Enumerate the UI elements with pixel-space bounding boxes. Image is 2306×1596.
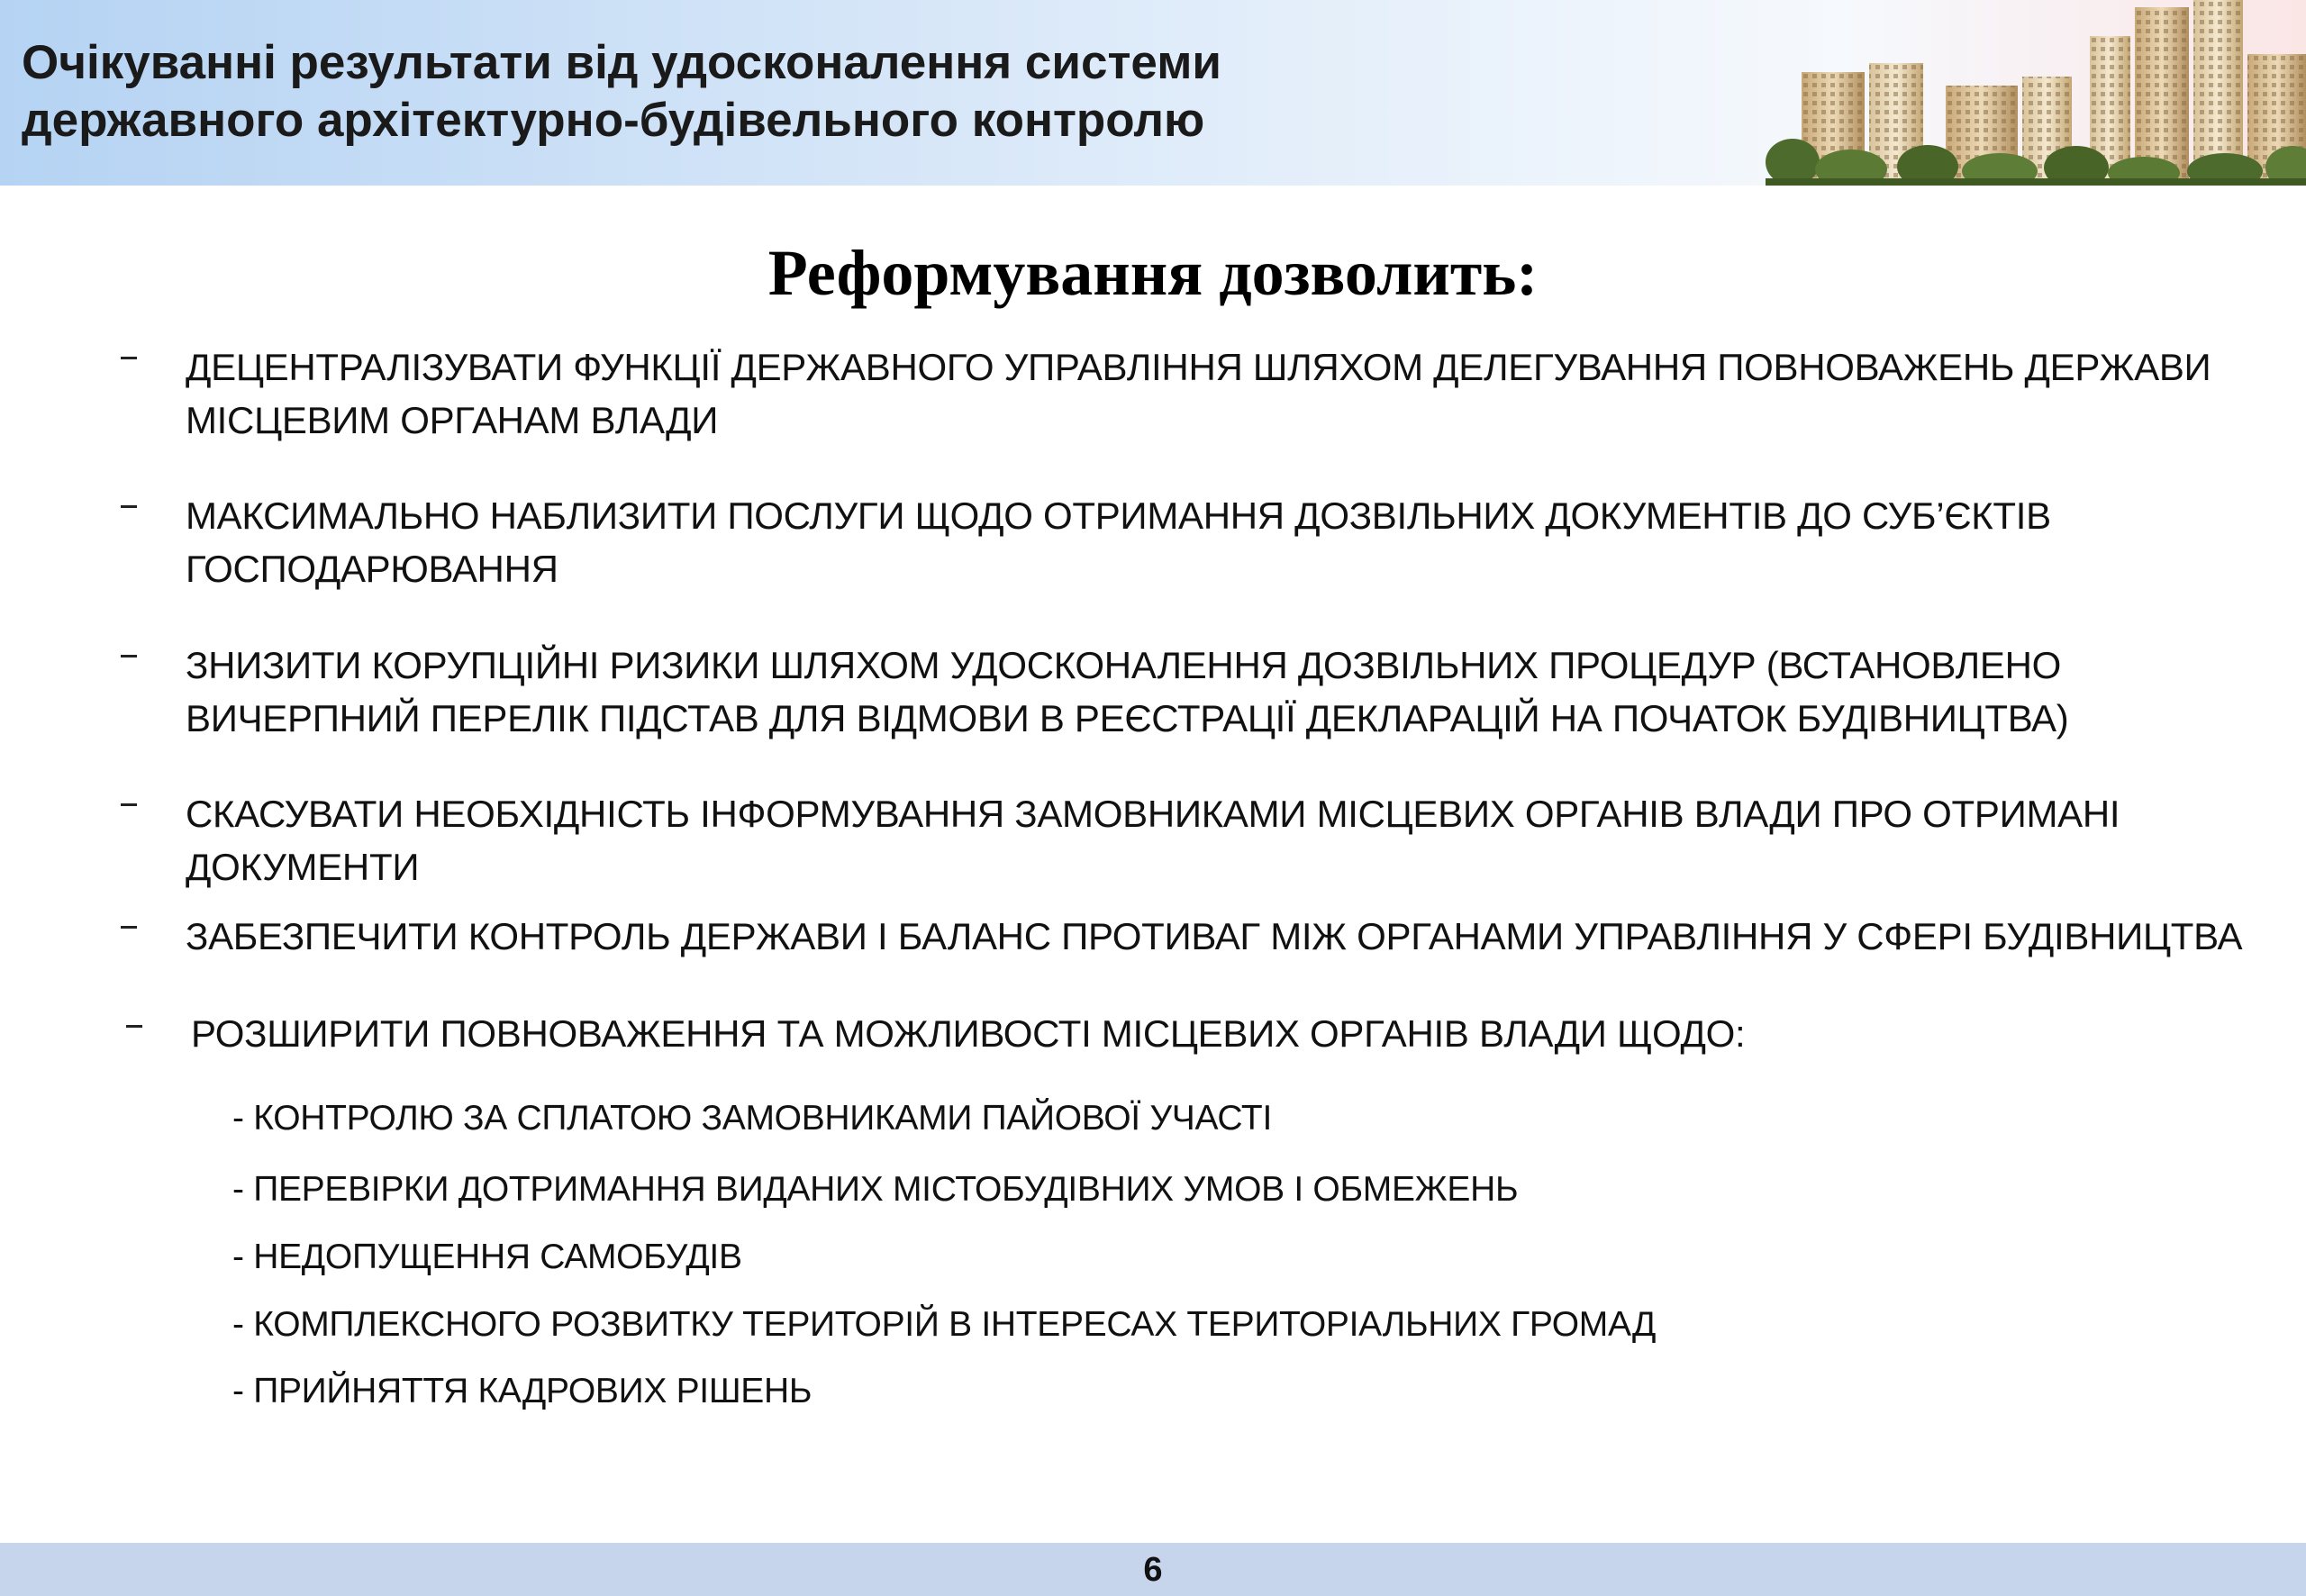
bullet-dash — [126, 1025, 142, 1028]
section-heading: Реформування дозволить: — [767, 237, 1539, 309]
bullet-dash — [121, 655, 137, 657]
list-item-line: ВИЧЕРПНИЙ ПЕРЕЛІК ПІДСТАВ ДЛЯ ВІДМОВИ В РЕЄСТРАЦІЇ ДЕКЛАРАЦІЙ НА ПОЧАТОК БУДІВНИЦТВА) — [186, 697, 2069, 739]
bullet-dash — [121, 926, 137, 929]
list-item-line: ГОСПОДАРЮВАННЯ — [186, 548, 558, 590]
list-item-line: МАКСИМАЛЬНО НАБЛИЗИТИ ПОСЛУГИ ЩОДО ОТРИМАННЯ ДОЗВІЛЬНИХ ДОКУМЕНТІВ ДО СУБ’ЄКТІВ — [186, 494, 2051, 537]
slide-title — [22, 34, 1733, 150]
list-item — [186, 340, 2257, 447]
sub-list-item: - НЕДОПУЩЕННЯ САМОБУДІВ — [232, 1238, 742, 1276]
list-item-line: ДЕЦЕНТРАЛІЗУВАТИ ФУНКЦІЇ ДЕРЖАВНОГО УПРАВЛІННЯ ШЛЯХОМ ДЕЛЕГУВАННЯ ПОВНОВАЖЕНЬ ДЕРЖАВИ — [186, 346, 2211, 388]
bullet-dash — [121, 357, 137, 359]
list-item-line: РОЗШИРИТИ ПОВНОВАЖЕННЯ ТА МОЖЛИВОСТІ МІСЦЕВИХ ОРГАНІВ ВЛАДИ ЩОДО: — [191, 1012, 1746, 1055]
slide-title-line-2: державного архітектурно-будівельного контролю — [22, 94, 1205, 147]
list-item — [191, 1007, 2263, 1060]
bullet-dash — [121, 803, 137, 806]
list-item-line: ЗАБЕЗПЕЧИТИ КОНТРОЛЬ ДЕРЖАВИ І БАЛАНС ПРОТИВАГ МІЖ ОРГАНАМИ УПРАВЛІННЯ У СФЕРІ БУДІВНИЦТВА — [186, 915, 2243, 957]
page-number: 6 — [1143, 1551, 1163, 1589]
list-item — [186, 489, 2257, 595]
slide-title-line-1: Очікуванні результати від удосконалення системи — [22, 36, 1221, 89]
sub-list-item: - КОНТРОЛЮ ЗА СПЛАТОЮ ЗАМОВНИКАМИ ПАЙОВОЇ УЧАСТІ — [232, 1099, 1272, 1138]
list-item — [186, 910, 2257, 963]
list-item — [186, 639, 2257, 745]
bullet-dash — [121, 505, 137, 508]
header-band — [0, 0, 2306, 186]
list-item-line: ДОКУМЕНТИ — [186, 846, 420, 888]
city-buildings-icon — [1766, 0, 2306, 186]
list-item — [186, 787, 2257, 893]
sub-list-item: - ПРИЙНЯТТЯ КАДРОВИХ РІШЕНЬ — [232, 1372, 813, 1410]
sub-list-item: - ПЕРЕВІРКИ ДОТРИМАННЯ ВИДАНИХ МІСТОБУДІВНИХ УМОВ І ОБМЕЖЕНЬ — [232, 1170, 1519, 1209]
list-item-line: МІСЦЕВИМ ОРГАНАМ ВЛАДИ — [186, 399, 719, 441]
list-item-line: СКАСУВАТИ НЕОБХІДНІСТЬ ІНФОРМУВАННЯ ЗАМОВНИКАМИ МІСЦЕВИХ ОРГАНІВ ВЛАДИ ПРО ОТРИМАНІ — [186, 793, 2120, 835]
list-item-line: ЗНИЗИТИ КОРУПЦІЙНІ РИЗИКИ ШЛЯХОМ УДОСКОНАЛЕННЯ ДОЗВІЛЬНИХ ПРОЦЕДУР (ВСТАНОВЛЕНО — [186, 644, 2062, 686]
sub-list-item: - КОМПЛЕКСНОГО РОЗВИТКУ ТЕРИТОРІЙ В ІНТЕРЕСАХ ТЕРИТОРІАЛЬНИХ ГРОМАД — [232, 1305, 1657, 1344]
